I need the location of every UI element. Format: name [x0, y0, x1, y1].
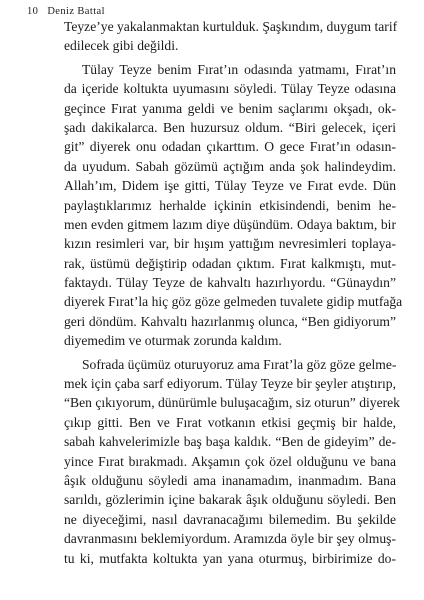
text-line: ne diyeceğimi, nasıl davranacağımı bilemedim. Bu şekilde: [64, 511, 396, 527]
text-line: faktaydı. Tülay Teyze de kahvaltı hazırlıyordu. “Günaydın”: [64, 275, 396, 291]
text-line: Teyze’ye yakalanmaktan kurtulduk. Şaşkındım, duygum tarif: [64, 19, 398, 34]
running-header: [27, 6, 105, 17]
page-number: 10: [27, 6, 39, 17]
text-line: davranmasını beklemiyordum. Aramızda öyle bir şey olmuş-: [64, 531, 396, 547]
text-line: rak, üstümü değiştirip odadan çıktım. Fırat kalkmıştı, mut-: [64, 255, 396, 271]
text-line: da uyudum. Sabah gözümü açtığım anda şok halindeydim.: [64, 158, 396, 174]
text-line: geri döndüm. Kahvaltı hazırlanmış olunca, “Ben gidiyorum”: [64, 313, 396, 329]
text-line: edilecek gibi değildi.: [64, 38, 179, 54]
paragraph: [64, 355, 400, 568]
author-name: Deniz Battal: [47, 6, 105, 17]
body-text: [64, 17, 403, 568]
text-line: diyerek Fırat’la hiç göz göze gelmeden tuvalete gidip mutfağa: [64, 294, 403, 310]
text-line: mek için çaba sarf ediyorum. Tülay Teyze bir şeyler atıştırıp,: [64, 376, 396, 392]
text-line: yince Fırat bırakmadı. Akşamın çok özel olduğunu ve bana: [64, 453, 396, 469]
text-line: kızın resimleri var, bir hışım yattığım nevresimleri toplaya-: [64, 236, 396, 252]
text-line: Allah’ım, Didem işe gitti, Tülay Teyze ve Fırat evde. Dün: [64, 178, 396, 194]
text-line: sabah kahvelerimizle baş başa kaldık. “Ben de gideyim” de-: [64, 434, 396, 450]
text-line: geçince Fırat yanıma geldi ve benim saçlarımı okşadı, ok-: [64, 100, 396, 116]
text-line: tu ki, mutfakta koltukta yan yana oturmuş, birbirimize do-: [64, 550, 396, 566]
text-line: da içeride koltukta uyumasını söyledi. Tülay Teyze odasına: [64, 81, 396, 97]
text-line: Sofrada üçümüz oturuyoruz ama Fırat’la göz göze gelme-: [82, 356, 397, 372]
text-line: git” diyerek onu odadan çıkarttım. O gece Fırat’ın odasın-: [64, 139, 396, 155]
paragraph: [64, 17, 396, 56]
text-line: âşık olduğunu söyledi ama inanamadım, inanmadım. Bana: [64, 472, 396, 488]
paragraph: [64, 60, 403, 351]
text-line: çıkıp gitti. Ben ve Fırat votkanın etkisi geçmiş bir halde,: [64, 414, 396, 430]
text-line: diyemedim ve oturmak zorunda kaldım.: [64, 333, 282, 349]
text-line: paylaştıklarımız herhalde içkinin etkisindendi, benim he-: [64, 197, 396, 213]
text-line: “Ben çıkıyorum, dünürümle buluşacağım, siz oturun” diyerek: [64, 395, 400, 411]
text-line: Tülay Teyze benim Fırat’ın odasında yatmamı, Fırat’ın: [82, 61, 396, 77]
text-line: sarıldı, gözlerimin içine bakarak âşık olduğunu söyledi. Ben: [64, 492, 396, 508]
text-line: şadı dakikalarca. Ben huzursuz oldum. “Biri gelecek, içeri: [64, 119, 396, 135]
text-line: men evden gitmem lazım diye düşündüm. Odaya baktım, bir: [64, 216, 396, 232]
